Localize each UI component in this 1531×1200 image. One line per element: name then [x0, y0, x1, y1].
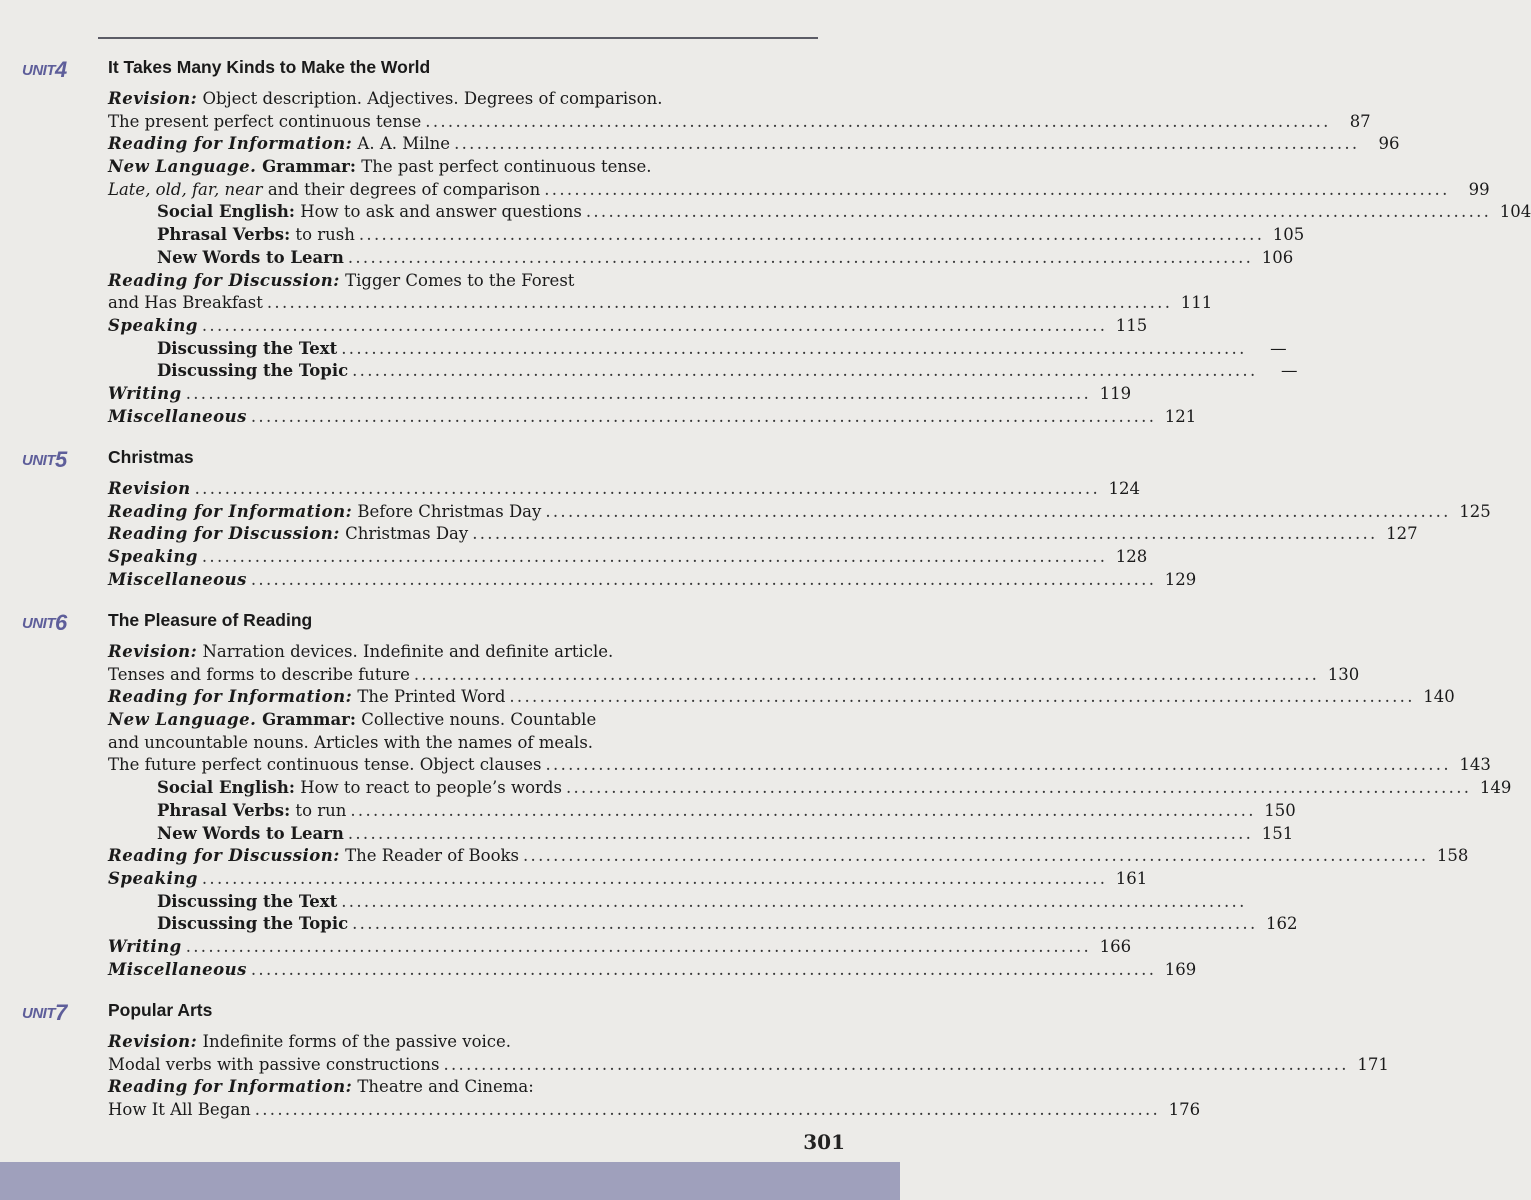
toc-entry: [108, 569, 1197, 592]
entry-label: Grammar:: [256, 710, 356, 730]
entry-label: Speaking: [108, 547, 198, 567]
unit-entries: [108, 478, 1491, 591]
toc-entry: [108, 360, 1298, 383]
leader-dots: ........................................................................................................................: [350, 800, 1256, 820]
unit-badge: [22, 1000, 67, 1026]
entry-text: Tigger Comes to the Forest: [339, 270, 575, 290]
toc-entry: [108, 383, 1132, 406]
leader-dots: ........................................................................................................................: [347, 823, 1254, 843]
entry-text: Modal verbs with passive constructions: [108, 1054, 440, 1074]
entry-page-number: 140: [1423, 687, 1455, 707]
leader-dots: ........................................................................................................................: [413, 664, 1320, 684]
leader-dots: ........................................................................................................................: [250, 406, 1157, 426]
toc-entry: [108, 891, 1247, 914]
unit-badge-label: UNIT: [22, 1005, 55, 1022]
entry-page-number: 162: [1266, 914, 1298, 934]
leader-dots: ........................................................................................................................: [565, 778, 1472, 798]
toc-entry: [108, 179, 1490, 202]
entry-page-number: 176: [1168, 1100, 1201, 1120]
toc-entry: [108, 913, 1298, 936]
toc-entry: [108, 868, 1148, 891]
entry-page-number: 151: [1261, 823, 1294, 843]
leader-dots: ........................................................................................................................: [352, 914, 1258, 934]
entry-label: Reading for Information:: [108, 134, 353, 154]
unit-title: It Takes Many Kinds to Make the World: [108, 57, 431, 77]
toc-entry: [108, 546, 1148, 569]
leader-dots: ........................................................................................................................: [454, 134, 1360, 154]
unit-badge-label: UNIT: [22, 615, 55, 632]
toc-entry: [108, 959, 1197, 982]
leader-dots: ........................................................................................................................: [201, 868, 1108, 888]
entry-label: New Words to Learn: [157, 823, 344, 843]
toc-entry: [108, 270, 816, 293]
entry-label: Speaking: [108, 315, 198, 335]
entry-page-number: 130: [1327, 664, 1360, 684]
entry-label: Discussing the Text: [157, 891, 338, 911]
leader-dots: ........................................................................................................................: [545, 755, 1451, 775]
leader-dots: ........................................................................................................................: [250, 569, 1157, 589]
entry-text: The future perfect continuous tense. Object clauses: [108, 755, 542, 775]
toc-entry: [108, 1076, 816, 1099]
entry-text: How It All Began: [108, 1100, 251, 1120]
leader-dots: ........................................................................................................................: [250, 959, 1157, 979]
unit-title: Christmas: [108, 447, 194, 467]
entry-text: Theatre and Cinema:: [352, 1077, 534, 1097]
toc-entry: [108, 1031, 816, 1054]
unit-badge-number: 6: [55, 610, 67, 635]
entry-label: New Words to Learn: [157, 247, 344, 267]
entry-label: Reading for Discussion:: [108, 270, 340, 290]
entry-label: Phrasal Verbs:: [157, 225, 291, 245]
leader-dots: ........................................................................................................................: [544, 179, 1450, 199]
leader-dots: ........................................................................................................................: [185, 936, 1092, 956]
entry-label: Reading for Information:: [108, 501, 353, 521]
entry-text: and uncountable nouns. Articles with the names of meals.: [108, 732, 594, 752]
entry-label: Social English:: [157, 778, 295, 798]
entry-page-number: 106: [1261, 247, 1294, 267]
entry-page-number: 111: [1180, 293, 1213, 313]
entry-text: The present perfect continuous tense: [108, 111, 422, 131]
unit-badge-number: 4: [55, 57, 67, 82]
entry-label: Revision:: [108, 89, 198, 108]
entry-page-number: 143: [1459, 755, 1491, 775]
toc-entry: [108, 156, 816, 179]
leader-dots: ........................................................................................................................: [425, 111, 1331, 131]
entry-text: to rush: [290, 225, 355, 245]
entry-label: Writing: [108, 383, 182, 403]
entry-page-number: 158: [1436, 846, 1469, 866]
entry-text: Object description. Adjectives. Degrees of comparison.: [197, 89, 663, 108]
bottom-band: [0, 1162, 900, 1200]
leader-dots: ........................................................................................................................: [341, 891, 1247, 911]
entry-label: Revision:: [108, 1032, 198, 1051]
leader-dots: ........................................................................................................................: [509, 687, 1415, 707]
leader-dots: ........................................................................................................................: [358, 225, 1265, 245]
toc-entry: [108, 224, 1305, 247]
leader-dots: ........................................................................................................................: [472, 524, 1378, 544]
toc-entry: [108, 88, 816, 111]
entry-page-number: 99: [1468, 179, 1490, 199]
leader-dots: ........................................................................................................................: [201, 547, 1108, 567]
toc-entry: [108, 523, 1418, 546]
toc-entry: [108, 338, 1287, 361]
toc-entry: [108, 754, 1491, 777]
leader-dots: ........................................................................................................................: [254, 1100, 1161, 1120]
entry-label: Social English:: [157, 202, 295, 222]
leader-dots: ........................................................................................................................: [352, 361, 1258, 381]
leader-dots: ........................................................................................................................: [545, 501, 1451, 521]
entry-page-number: 124: [1108, 479, 1141, 498]
entry-text: Narration devices. Indefinite and definite article.: [197, 642, 614, 661]
entry-page-number: 105: [1272, 225, 1305, 245]
entry-page-number: 149: [1479, 778, 1512, 798]
toc-entry: [108, 292, 1213, 315]
entry-text: How to ask and answer questions: [294, 202, 582, 222]
unit-badge: [22, 447, 67, 473]
entry-page-number: 119: [1099, 383, 1132, 403]
entry-text: A. A. Milne: [352, 134, 451, 154]
entry-page-number: 128: [1115, 547, 1148, 567]
entry-label: Reading for Information:: [108, 1077, 353, 1097]
toc-entry: [108, 800, 1296, 823]
toc-entry: [108, 315, 1148, 338]
entry-text: Late, old, far, near: [108, 179, 263, 199]
top-rule: [98, 37, 818, 39]
leader-dots: ........................................................................................................................: [443, 1054, 1349, 1074]
entry-label: New Language.: [108, 710, 257, 730]
entry-text: The Reader of Books: [339, 846, 519, 866]
toc-entry: [108, 406, 1197, 429]
toc-entry: [108, 201, 1531, 224]
toc-entry: [108, 501, 1491, 524]
entry-page-number: 121: [1164, 406, 1197, 426]
entry-label: Speaking: [108, 868, 198, 888]
entry-label: Phrasal Verbs:: [157, 800, 291, 820]
toc-entry: [108, 111, 1371, 134]
entry-text: Collective nouns. Countable: [355, 710, 597, 730]
entry-label: Miscellaneous: [108, 959, 247, 979]
entry-label: New Language.: [108, 157, 257, 177]
unit-badge-label: UNIT: [22, 452, 55, 469]
unit-badge-number: 5: [55, 447, 67, 472]
entry-label: Revision:: [108, 642, 198, 661]
entry-page-number: 161: [1115, 868, 1148, 888]
unit-entries: [108, 1031, 1389, 1122]
unit-badge-label: UNIT: [22, 62, 55, 79]
leader-dots: ........................................................................................................................: [185, 383, 1092, 403]
entry-page-number: —: [1281, 361, 1298, 381]
toc-entry: [108, 936, 1132, 959]
toc-entry: [108, 709, 816, 732]
leader-dots: ........................................................................................................................: [523, 846, 1429, 866]
entry-page-number: 127: [1386, 524, 1418, 544]
entry-text: Before Christmas Day: [352, 501, 542, 521]
unit-entries: [108, 641, 1512, 981]
toc-entry: [108, 823, 1294, 846]
entry-page-number: 129: [1164, 569, 1197, 589]
toc-entry: [108, 1054, 1389, 1077]
entry-text: Christmas Day: [339, 524, 469, 544]
entry-page-number: 171: [1357, 1054, 1389, 1074]
leader-dots: ........................................................................................................................: [201, 315, 1108, 335]
entry-label: Reading for Discussion:: [108, 524, 340, 544]
entry-label: Discussing the Topic: [157, 361, 349, 381]
entry-page-number: 87: [1349, 111, 1371, 131]
toc-entry: [108, 133, 1400, 156]
toc-entry: [108, 1099, 1201, 1122]
toc-entry: [108, 664, 1360, 687]
entry-label: Reading for Information:: [108, 687, 353, 707]
entry-text: and Has Breakfast: [108, 293, 263, 313]
unit-badge: [22, 610, 67, 636]
unit-badge: [22, 57, 67, 83]
toc-entry: [108, 732, 816, 755]
entry-page-number: 115: [1115, 315, 1148, 335]
entry-text: and their degrees of comparison: [262, 179, 541, 199]
toc-entry: [108, 845, 1469, 868]
entry-text: The Printed Word: [352, 687, 506, 707]
unit-badge-number: 7: [55, 1000, 67, 1025]
leader-dots: ........................................................................................................................: [347, 247, 1254, 267]
leader-dots: ........................................................................................................................: [585, 202, 1492, 222]
entry-page-number: 104: [1499, 202, 1531, 222]
entry-page-number: 96: [1378, 134, 1400, 154]
entry-label: Miscellaneous: [108, 406, 247, 426]
entry-page-number: —: [1270, 338, 1287, 358]
unit-title: The Pleasure of Reading: [108, 610, 313, 630]
entry-page-number: 150: [1264, 800, 1296, 820]
toc-entry: [108, 777, 1512, 800]
entry-label: Grammar:: [256, 157, 356, 177]
entry-page-number: 166: [1099, 936, 1132, 956]
entry-label: Discussing the Topic: [157, 914, 349, 934]
entry-label: Miscellaneous: [108, 569, 247, 589]
entry-label: Revision: [108, 479, 191, 498]
entry-text: The past perfect continuous tense.: [355, 157, 652, 177]
entry-page-number: 125: [1459, 501, 1491, 521]
toc-entry: [108, 686, 1455, 709]
entry-text: Indefinite forms of the passive voice.: [197, 1032, 512, 1051]
page-number: 301: [803, 1130, 845, 1154]
entry-text: Tenses and forms to describe future: [108, 664, 410, 684]
unit-entries: [108, 88, 1531, 428]
leader-dots: ........................................................................................................................: [266, 293, 1173, 313]
entry-label: Reading for Discussion:: [108, 846, 340, 866]
entry-text: to run: [290, 800, 347, 820]
toc-entry: [108, 247, 1294, 270]
toc-entry: [108, 478, 1141, 501]
entry-text: How to react to people’s words: [294, 778, 562, 798]
leader-dots: ........................................................................................................................: [194, 479, 1101, 498]
unit-title: Popular Arts: [108, 1000, 213, 1020]
leader-dots: ........................................................................................................................: [341, 338, 1247, 358]
entry-page-number: 169: [1164, 959, 1197, 979]
toc-entry: [108, 641, 816, 664]
entry-label: Discussing the Text: [157, 338, 338, 358]
entry-label: Writing: [108, 936, 182, 956]
